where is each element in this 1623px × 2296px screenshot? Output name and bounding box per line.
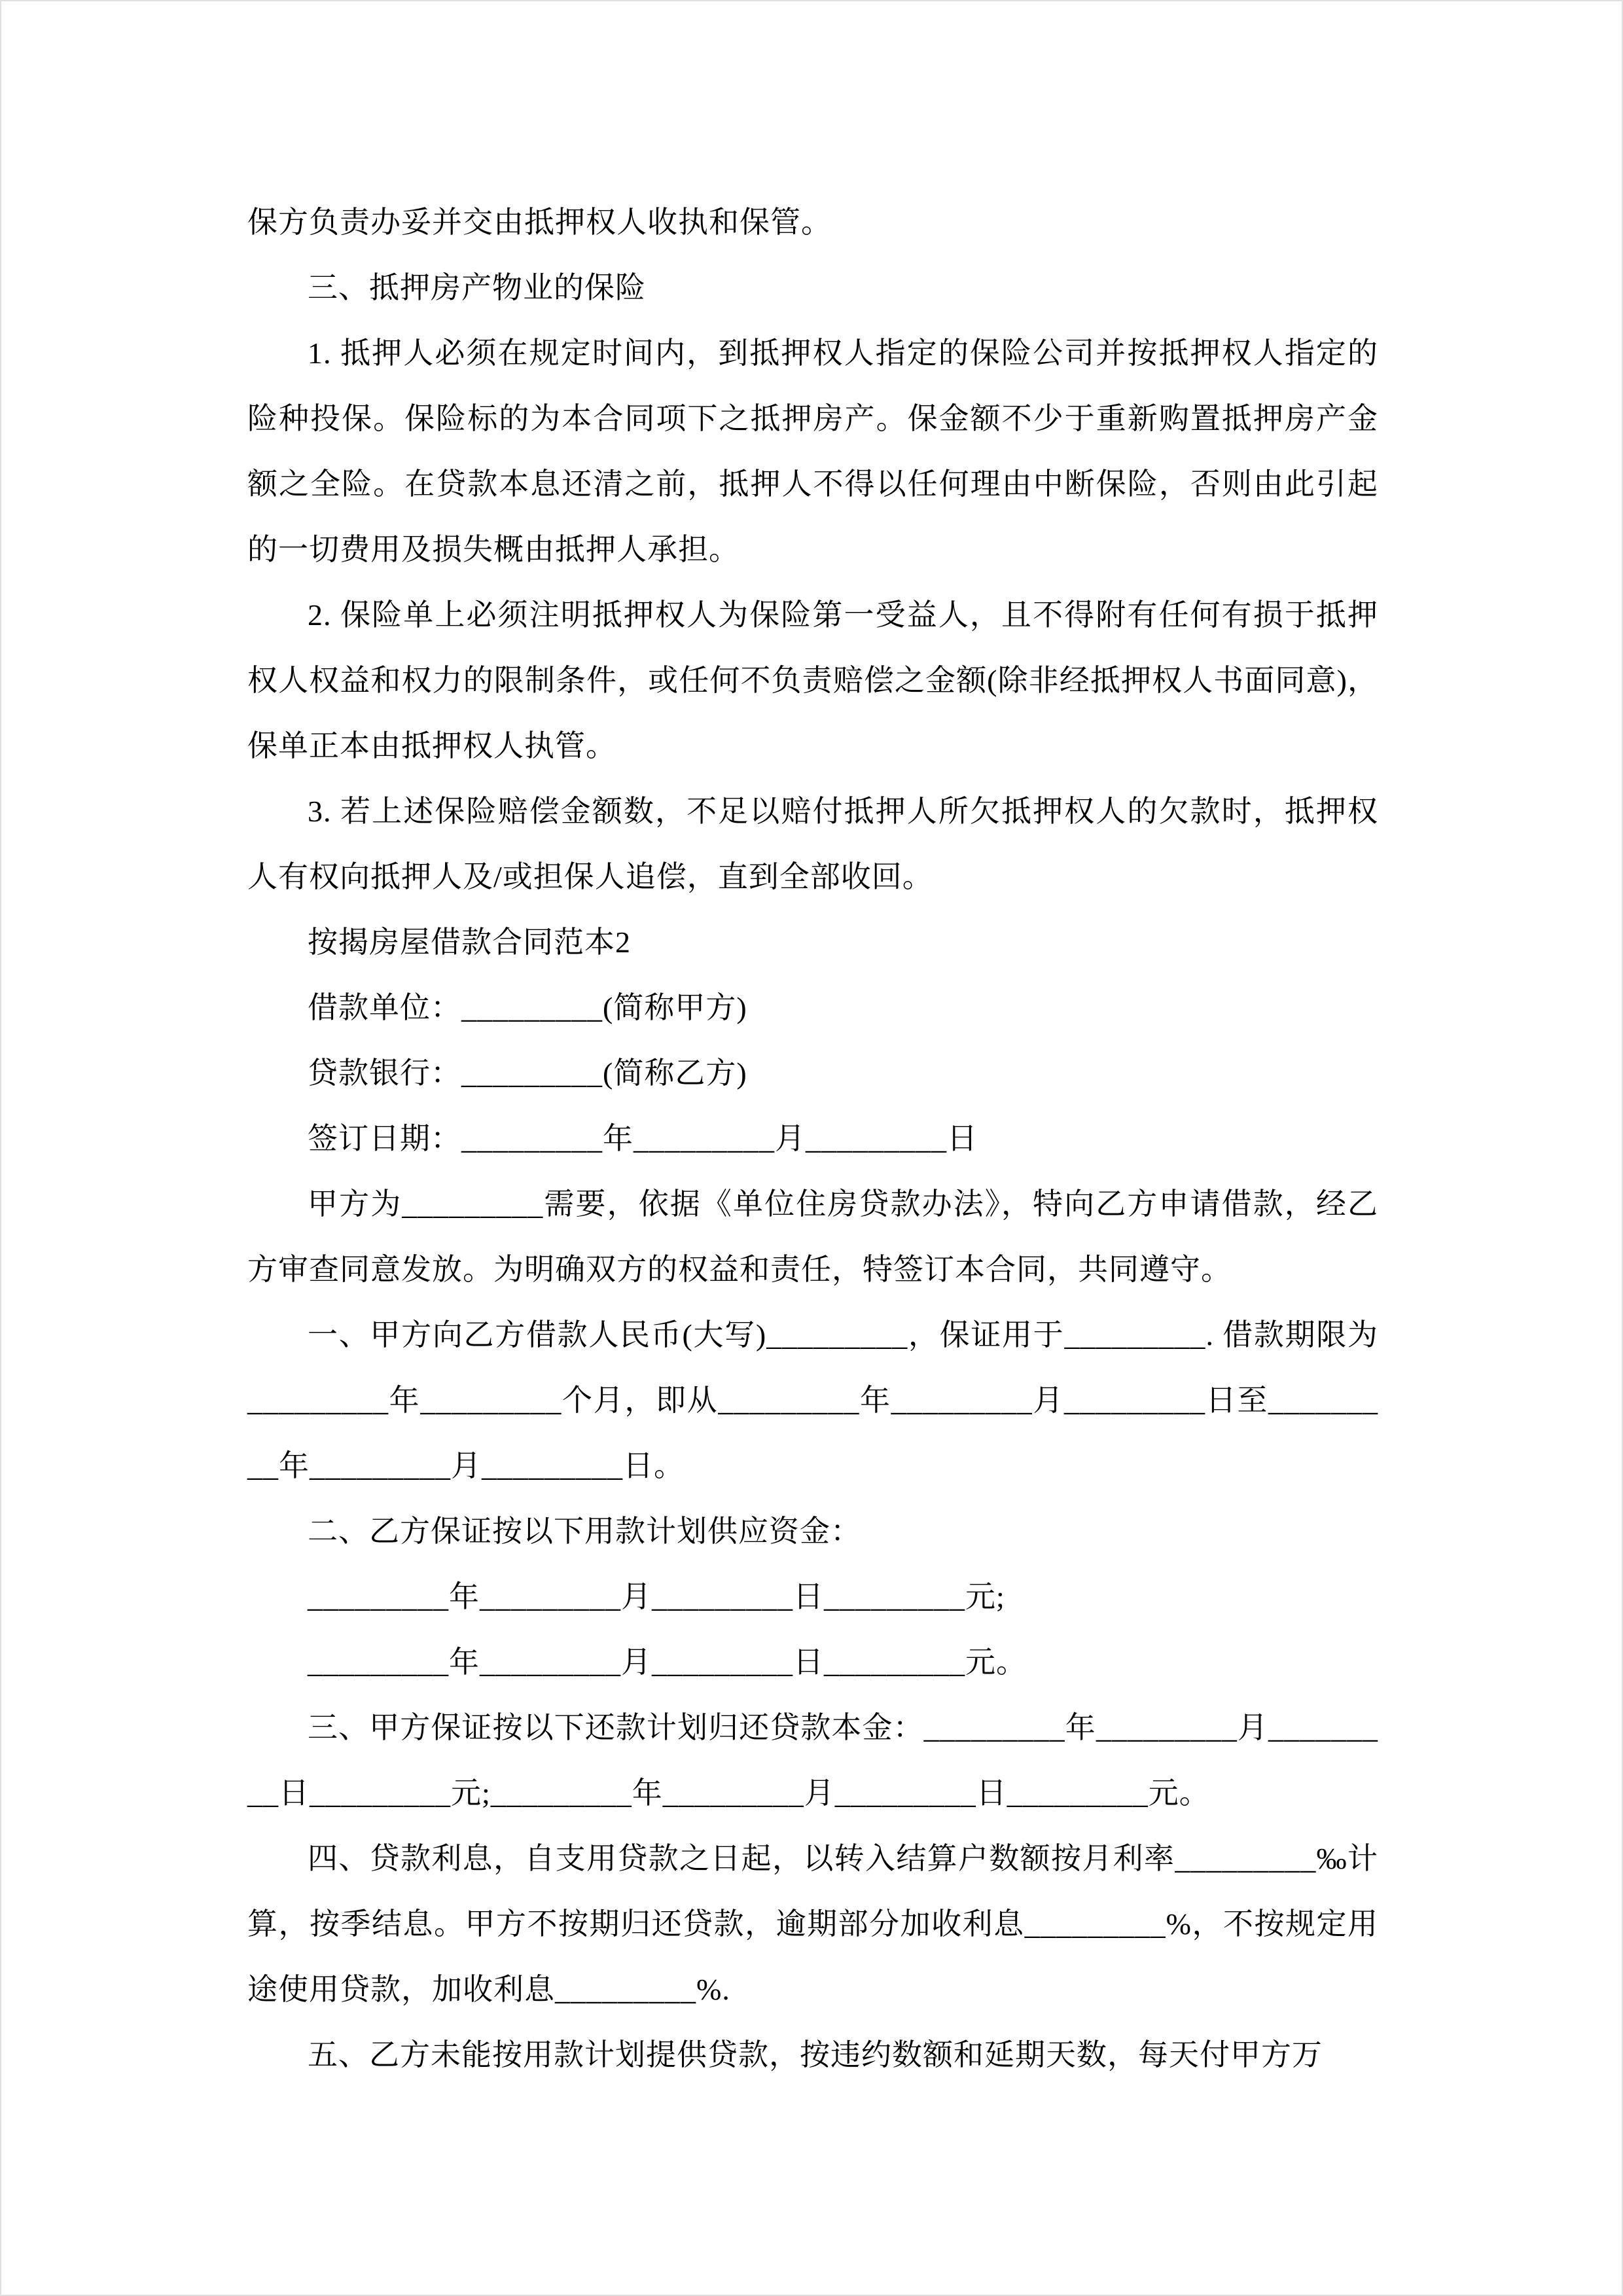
paragraph-insurance-item-1: 1. 抵押人必须在规定时间内，到抵押权人指定的保险公司并按抵押权人指定的险种投保。保险标的为本合同项下之抵押房产。保金额不少于重新购置抵押房产金额之全险。在贷款本息还清之前，抵押人不得以任何理由中断保险，否则由此引起的一切费用及损失概由抵押人承担。	[247, 336, 1378, 566]
paragraph-clause-2: 二、乙方保证按以下用款计划供应资金：	[308, 1515, 861, 1548]
paragraph-insurance-item-3: 3. 若上述保险赔偿金额数，不足以赔付抵押人所欠抵押权人的欠款时，抵押权人有权向抵押人及/或担保人追偿，直到全部收回。	[247, 795, 1378, 893]
section-heading-insurance: 三、抵押房产物业的保险	[308, 271, 646, 304]
paragraph-continuation: 保方负责办妥并交由抵押权人收执和保管。	[247, 206, 832, 239]
contract-template-title: 按揭房屋借款合同范本2	[308, 925, 631, 959]
paragraph-borrower-line: 借款单位：_________(简称甲方)	[308, 991, 747, 1024]
paragraph-lender-line: 贷款银行：_________(简称乙方)	[308, 1056, 747, 1090]
paragraph-signing-date-line: 签订日期：_________年_________月_________日	[308, 1122, 978, 1155]
paragraph-clause-3: 三、甲方保证按以下还款计划归还贷款本金：_________年_________月_________日_________元;_________年_________月_________日_________元。	[247, 1711, 1378, 1810]
paragraph-insurance-item-2: 2. 保险单上必须注明抵押权人为保险第一受益人，且不得附有任何有损于抵押权人权益和权力的限制条件，或任何不负责赔偿之金额(除非经抵押权人书面同意)，保单正本由抵押权人执管。	[247, 598, 1378, 762]
paragraph-preamble: 甲方为_________需要，依据《单位住房贷款办法》，特向乙方申请借款，经乙方审查同意发放。为明确双方的权益和责任，特签订本合同，共同遵守。	[247, 1187, 1378, 1286]
document-body	[247, 190, 1378, 2088]
paragraph-clause-5: 五、乙方未能按用款计划提供贷款，按违约数额和延期天数，每天付甲方万	[308, 2038, 1323, 2072]
paragraph-clause-4: 四、贷款利息，自支用贷款之日起，以转入结算户数额按月利率_________‰计算，按季结息。甲方不按期归还贷款，逾期部分加收利息_________%，不按规定用途使用贷款，加收利息_________%.	[247, 1842, 1378, 2006]
paragraph-funding-schedule-line-1: _________年_________月_________日_________元;	[308, 1580, 1005, 1613]
paragraph-clause-1: 一、甲方向乙方借款人民币(大写)_________，保证用于_________. 借款期限为_________年_________个月，即从_________年_________月_________日至_________年_________月_________日。	[247, 1318, 1378, 1482]
paragraph-funding-schedule-line-2: _________年_________月_________日_________元。	[308, 1645, 1027, 1679]
